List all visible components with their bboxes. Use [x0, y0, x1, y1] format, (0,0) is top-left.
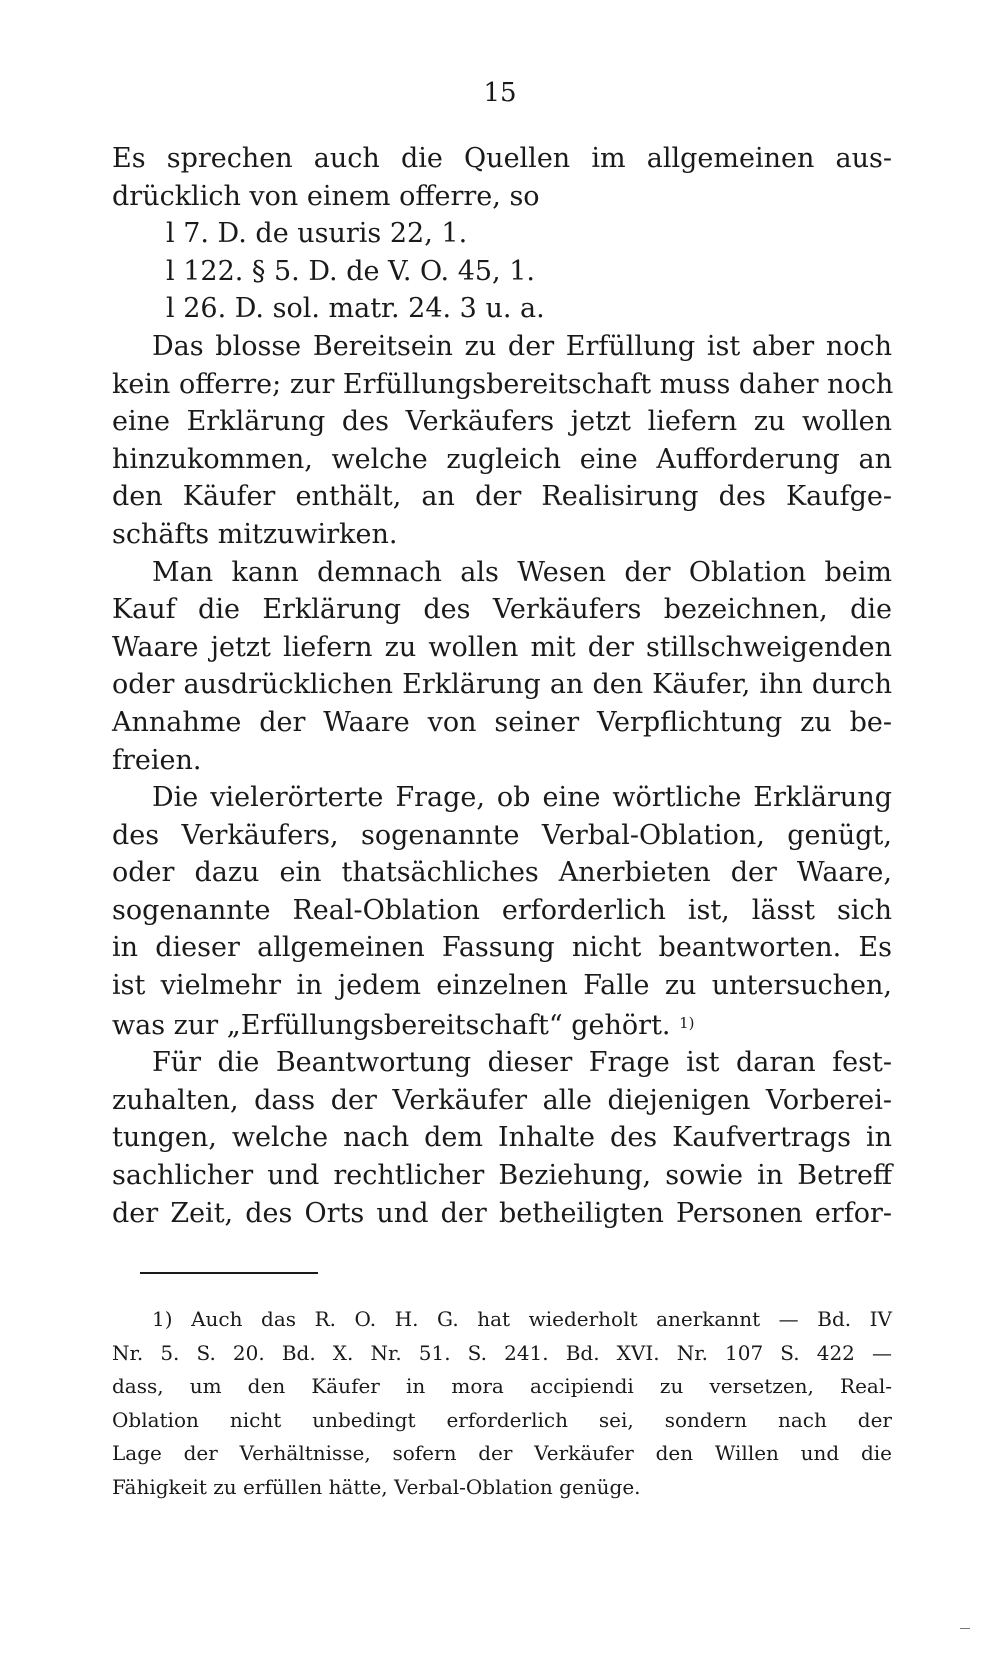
footnote-line: Nr. 5. S. 20. Bd. X. Nr. 51. S. 241. Bd. XVI. Nr. 107 S. 422 —	[112, 1340, 892, 1365]
footnote-reference: 1)	[679, 1013, 695, 1032]
text-line: Kauf die Erklärung des Verkäufers bezeichnen, die	[112, 594, 892, 626]
text-line: Die vielerörterte Frage, ob eine wörtliche Erklärung	[152, 782, 892, 814]
citation-line: l 7. D. de usuris 22, 1.	[166, 218, 468, 250]
text-line: sogenannte Real-Oblation erforderlich ist, lässt sich	[112, 894, 892, 926]
text-line: Es sprechen auch die Quellen im allgemeinen aus-	[112, 143, 892, 174]
text-line: freien.	[112, 744, 202, 776]
text-line: Waare jetzt liefern zu wollen mit der stillschweigenden	[112, 631, 892, 663]
text-line: in dieser allgemeinen Fassung nicht beantworten. Es	[112, 932, 892, 964]
text-line: oder ausdrücklichen Erklärung an den Käufer, ihn durch	[112, 669, 892, 701]
scan-edge-mark	[960, 1628, 970, 1629]
footnote-line: 1) Auch das R. O. H. G. hat wiederholt anerkannt — Bd. IV	[152, 1307, 892, 1331]
text-line: ist vielmehr in jedem einzelnen Falle zu untersuchen,	[112, 970, 892, 1002]
text-line: Annahme der Waare von seiner Verpflichtung zu be-	[112, 706, 892, 738]
footnote-divider	[140, 1272, 318, 1274]
text-line: des Verkäufers, sogenannte Verbal-Oblation, genügt,	[112, 819, 892, 851]
text-line: tungen, welche nach dem Inhalte des Kaufvertrags in	[112, 1122, 892, 1154]
main-text	[112, 140, 892, 1232]
footnote-line: Oblation nicht unbedingt erforderlich sei, sondern nach der	[112, 1407, 892, 1432]
text-line: schäfts mitzuwirken.	[112, 518, 398, 550]
text-line	[112, 1005, 892, 1045]
text-line: sachlicher und rechtlicher Beziehung, sowie in Betreff	[112, 1160, 892, 1192]
text-line: der Zeit, des Orts und der betheiligten Personen erfor-	[112, 1197, 892, 1229]
text-line: Für die Beantwortung dieser Frage ist daran fest-	[152, 1047, 892, 1079]
text-line: hinzukommen, welche zugleich eine Aufforderung an	[112, 443, 892, 475]
text-line: eine Erklärung des Verkäufers jetzt liefern zu wollen	[112, 406, 892, 438]
page-number: 15	[483, 78, 517, 108]
text-line: oder dazu ein thatsächliches Anerbieten der Waare,	[112, 857, 892, 889]
text-line: kein offerre; zur Erfüllungsbereitschaft muss daher noch	[112, 368, 894, 400]
citation-line: l 26. D. sol. matr. 24. 3 u. a.	[166, 293, 545, 325]
footnote-line: Fähigkeit zu erfüllen hätte, Verbal-Oblation genüge.	[112, 1474, 641, 1499]
text-line: zuhalten, dass der Verkäufer alle diejenigen Vorberei-	[112, 1084, 892, 1116]
text-line: Man kann demnach als Wesen der Oblation beim	[152, 556, 892, 588]
footnote	[112, 1303, 892, 1505]
text-line: drücklich von einem offerre, so	[112, 180, 540, 212]
text-line: Das blosse Bereitsein zu der Erfüllung ist aber noch	[152, 330, 892, 362]
footnote-line: dass, um den Käufer in mora accipiendi zu versetzen, Real-	[112, 1374, 892, 1399]
text-line: den Käufer enthält, an der Realisirung des Kaufge-	[112, 481, 892, 513]
citation-line: l 122. § 5. D. de V. O. 45, 1.	[166, 255, 535, 287]
footnote-line: Lage der Verhältnisse, sofern der Verkäufer den Willen und die	[112, 1441, 892, 1466]
text-line-content: was zur „Erfüllungsbereitschaft“ gehört.	[112, 1009, 671, 1041]
